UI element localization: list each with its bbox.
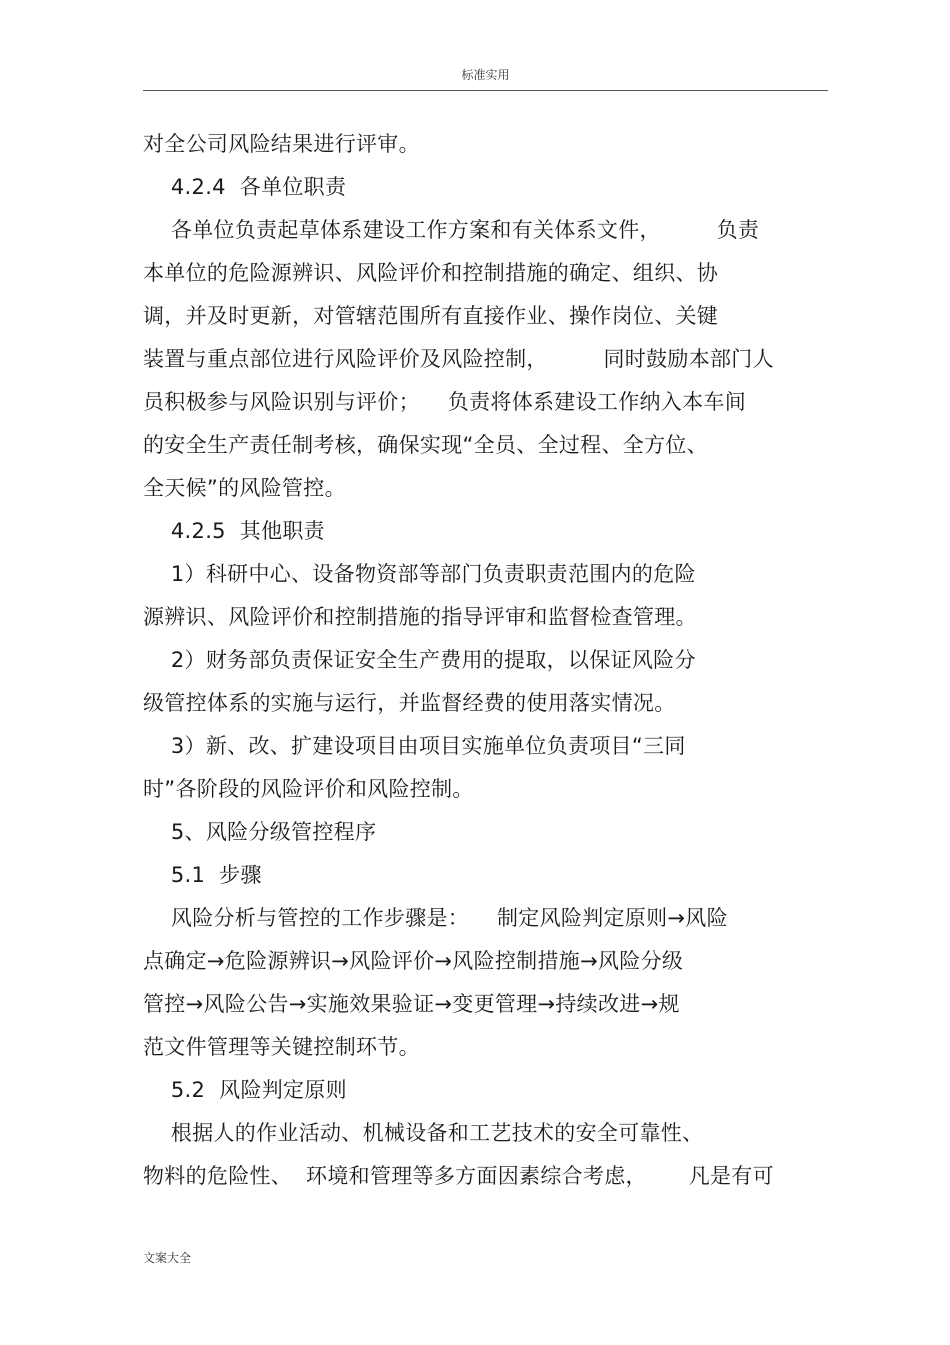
body-line: 物料的危险性、 环境和管理等多方面因素综合考虑， 凡是有可 <box>143 1164 774 1188</box>
body-line: 的安全生产责任制考核，确保实现“全员、全过程、全方位、 <box>143 433 708 457</box>
section-heading: 5.1 步骤 <box>143 863 262 887</box>
section-heading: 4.2.5 其他职责 <box>143 519 325 543</box>
body-line: 2）财务部负责保证安全生产费用的提取，以保证风险分 <box>143 648 696 672</box>
section-heading: 5、风险分级管控程序 <box>143 820 377 844</box>
body-line: 员积极参与风险识别与评价； 负责将体系建设工作纳入本车间 <box>143 390 746 414</box>
section-heading: 5.2 风险判定原则 <box>143 1078 347 1102</box>
body-line: 源辨识、风险评价和控制措施的指导评审和监督检查管理。 <box>143 605 697 629</box>
page-header: 标准实用 <box>461 68 510 82</box>
body-line: 全天候”的风险管控。 <box>143 476 346 500</box>
header-divider <box>143 90 828 91</box>
page-footer: 文案大全 <box>143 1251 192 1265</box>
body-line: 范文件管理等关键控制环节。 <box>143 1035 420 1059</box>
body-line: 根据人的作业活动、机械设备和工艺技术的安全可靠性、 <box>143 1121 704 1145</box>
section-heading: 4.2.4 各单位职责 <box>143 175 347 199</box>
body-line: 对全公司风险结果进行评审。 <box>143 132 420 156</box>
body-line: 装置与重点部位进行风险评价及风险控制， 同时鼓励本部门人 <box>143 347 774 371</box>
body-line: 1）科研中心、设备物资部等部门负责职责范围内的危险 <box>143 562 696 586</box>
body-line: 点确定→危险源辨识→风险评价→风险控制措施→风险分级 <box>143 949 684 973</box>
body-line: 风险分析与管控的工作步骤是： 制定风险判定原则→风险 <box>143 906 728 930</box>
body-line: 调，并及时更新，对管辖范围所有直接作业、操作岗位、关键 <box>143 304 719 328</box>
body-line: 管控→风险公告→实施效果验证→变更管理→持续改进→规 <box>143 992 680 1016</box>
body-line: 时”各阶段的风险评价和风险控制。 <box>143 777 474 801</box>
body-line: 本单位的危险源辨识、风险评价和控制措施的确定、组织、协 <box>143 261 719 285</box>
body-line: 3）新、改、扩建设项目由项目实施单位负责项目“三同 <box>143 734 686 758</box>
body-line: 各单位负责起草体系建设工作方案和有关体系文件， 负责 <box>143 218 760 242</box>
body-line: 级管控体系的实施与运行，并监督经费的使用落实情况。 <box>143 691 676 715</box>
